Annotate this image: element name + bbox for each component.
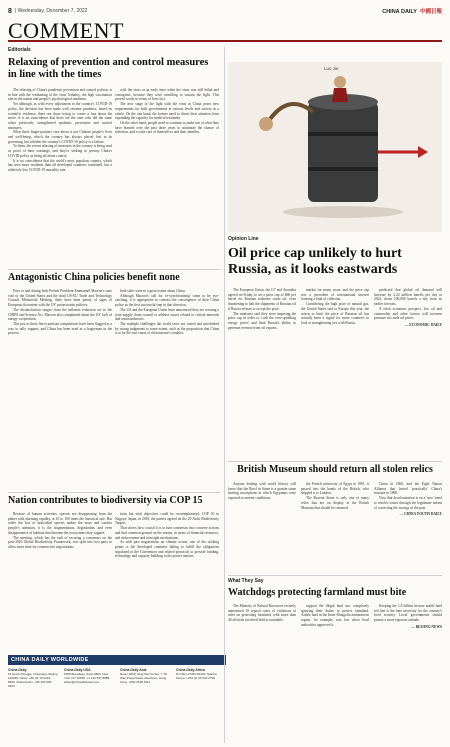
opinion-col1: [228, 288, 296, 458]
editorial3-para: That shows how crucial it is to turn consensus into concrete actions and find common ground on the means, in terms of financial resources, and enforcement and oversight mechanisms.: [115, 526, 219, 540]
museum-col2: [301, 482, 369, 572]
divider: [8, 269, 220, 270]
editorial3-para: Because of human activities, species are disappearing from the planet with alarming rapidity, at 10 to 100 times the historical rate. But while the loss of individual species makes the news and catches people's attention, it is the fragmentation, degradation, and even disappearance of habitats that threaten the ecosystems they support.: [8, 512, 112, 535]
page-number: 8: [8, 7, 12, 15]
watchdogs-para: The Ministry of Natural Resources recently announced 10 typical cases of violations of rules on protecting farmland, with more than 40 officials involved held accountable.: [228, 604, 296, 623]
section-banner: [8, 18, 442, 42]
editorial2-para: This just as these fierce partisan competitions have been flagged as a way to rally support, and China has been used as a bogeyman in the process.: [8, 321, 112, 336]
editorial1-para: Yet although, as with every adjustment in the country's COVID-19 policy, the decision has been made with extreme prudence, based on scientific evidence, there are those trying to create a fuss about the move. It is no coincidence that these are the ones who did the same when previously strengthened epidemic prevention and control measures.: [8, 102, 112, 130]
page-header: [8, 4, 442, 18]
column-divider: [224, 47, 225, 743]
footer-col: [64, 668, 114, 688]
editorial1-headline: Relaxing of prevention and control measures in line with the times: [8, 57, 209, 80]
office-name: China Daily USA: [64, 668, 91, 672]
masthead-brand: [382, 7, 442, 15]
editorial1-col1: [8, 88, 112, 266]
editorial2-para: The dissatisfaction ranges from the inflation reduction act to the CHIPS and Science Act. Macron also complained about the US' lack of energy cooperation.: [8, 307, 112, 322]
editorial1-para: It is no coincidence that the world's most populous country, which has seen more residents than all developed countries combined, has a relatively low COVID-19 mortality rate.: [8, 158, 112, 172]
editorial-cartoon: [228, 62, 442, 232]
office-name: China Daily: [8, 668, 27, 672]
museum-para: the French university of Egypt in 1801, it passed into the hands of the British, who shipped it to London.: [301, 482, 369, 496]
museum-headline: British Museum should return all stolen relics: [237, 464, 433, 475]
divider: [8, 492, 220, 493]
footer-contacts: [8, 655, 226, 743]
editorial1-para: To them, the recent relaxing of measures in the country is being read as proof of their warnings, and they're seeking to portray China's COVID policy as being all about control.: [8, 144, 112, 158]
what-they-say-label: What They Say: [228, 578, 264, 584]
editorial3-para: As with past negotiations on climate action, one of the sticking points is the developed countries failing to fulfill the obligations stipulated in the Convention and related protocols to provide funding, technology and capacity building to the poorer nations.: [115, 540, 219, 559]
editorial1-para: On the other hand, people need to continue to make use of what they have learned over the past three years to minimize the chance of infection, and to take care of themselves and their families.: [115, 120, 219, 135]
watchdogs-para: Keeping the 1.8 billion hectare arable land red line is the bare necessity for the country's food security. Local governments should pursue a more rigorous attitude.: [374, 604, 442, 623]
oil-barrel-illustration: [228, 62, 442, 232]
opinion-col2: [301, 288, 369, 458]
editorial2-para: both sides were to a great extent about China.: [120, 289, 186, 293]
opinion-para: Considering the high price of natural gas, the United States said to Europe this year, the action to limit the price of Russian oil has actually been a signal for more countries to look at strengthening ties with Russia.: [301, 302, 369, 325]
editorial1-para: The new stage of the fight with the virus in China poses new requirements for both governments at various levels and society as a whole. On the one hand, the former need to divert their attention from expanding the capacity for medical treatment.: [115, 102, 219, 121]
brand-name-cn: 中國日報: [419, 9, 442, 15]
cartoon-artist: Luo Jie: [324, 66, 339, 71]
museum-para: Anyone dealing with world history will know that the Bowl in Stone is a granite stone bearing inscriptions in which Egyptians were exposed to unseen conditions.: [228, 482, 296, 501]
watchdogs-headline: Watchdogs protecting farmland must bite: [228, 587, 407, 598]
footer-col: [120, 668, 170, 688]
opinion-byline: — ECONOMIC DAILY: [404, 322, 442, 327]
editorial3-para: tions but vital objectives could be overemphasized, COP 10 in Nagoya, Japan, in 2010, the parties agreed on the 20 Aichi Biodiversity Targets.: [115, 512, 219, 526]
editorial1-para: The relaxing of China's pandemic prevention and control policies is in line with the weakening of the virus' lethality, the high vaccination rate in the nation and people's psychological readiness.: [8, 88, 112, 102]
office-address: P.O.Box 27281-00100, Nairobi, Kenya. +254 (0) 20 522 2799: [176, 672, 218, 680]
office-address: 15 Huixin Dongjie, Chaoyang, Beijing 100029. News: +86 (0) 10 6491-8366. Subscription: +86 400 699 0203: [8, 672, 58, 688]
museum-byline: — CHINA YOUTH DAILY: [399, 512, 442, 517]
opinion-para: A fresh economic prospect, low oil and commodity and other factors will increase pressure on crude oil prices.: [374, 306, 442, 321]
opinion-para: The European Union, the G7 and Australia agreed on Friday to set a price cap of $60 per barrel for Russian seaborne crude oil, even threatening to halt the shipments of Russian oil if Russia refuses to accept the price.: [228, 288, 296, 311]
office-name: China Daily Africa: [176, 668, 205, 672]
editorial2-col1: [8, 289, 112, 487]
editorial2-para: The US and the European Union have announced they are creating a joint supply chain council to address issues related to critical minerals and semiconductors.: [115, 307, 219, 322]
editorial2-para: Although Macron's call for 're-synchronizing' came to be eye-catching, it is appropriate to contrast the convergence of their China policy as the first successful step in that direction.: [115, 293, 219, 308]
divider: [228, 575, 442, 576]
watchdogs-col2: [301, 604, 369, 743]
office-address: 1500 Broadway, Suite 2800, New York, NY 10036. +1 212 537 8888. editor@chinadailyusa.com: [64, 672, 110, 684]
museum-para: China in 1860, and the Eight Nation Alliance that looted 'practically' China's treasure in 1900.: [374, 482, 442, 496]
footer-col: [176, 668, 226, 688]
editorial2-col2: [115, 289, 219, 487]
editorial1-para: with the virus at an early time when the virus was still lethal and contagious, because they were unwilling to sustain the fight. This proved costly in terms of lives lost.: [115, 88, 219, 102]
editorial3-para: The meeting, which has the task of securing a consensus on the post-2020 Global Biodiversity Framework, was split into two parts to allow more time for constructive negotiations.: [8, 535, 112, 549]
editorial1-col2: [115, 88, 219, 266]
watchdogs-col1: [228, 604, 296, 743]
watchdogs-para: support the illegal land use, completely ignoring their duties to protect farmland. Arable land in the Inner Mongolia autonomous region, for example, was lost when local authorities approved it.: [301, 604, 369, 627]
watchdogs-col3: [374, 604, 442, 743]
opinion-label: Opinion Line: [228, 236, 259, 242]
editorials-label: Editorials: [8, 47, 31, 53]
editorial1-para: What these finger-pointers care about is not Chinese people's lives and well-being, which the country has always placed first in its governing, but whether the country's COVID-19 policy is a failure.: [8, 130, 112, 144]
opinion-para: The ministers said they were imposing the price cap in order to 'curb the ever-spiralling energy prices' and limit Russia's ability to generate revenue from oil exports.: [228, 311, 296, 330]
opinion-col3: [374, 288, 442, 458]
editorial2-headline: Antagonistic China policies benefit none: [8, 272, 180, 283]
opinion-headline: Oil price cap unlikely to hurt Russia, as it looks eastwards: [228, 246, 402, 277]
divider: [228, 461, 442, 462]
editorial2-para: The multiple challenges the world faces are varied and interlinked by wrong judgments to some extent, such as the proposition that China is to be the root cause of all nonsense's troubles.: [115, 321, 219, 336]
editorial3-headline: Nation contributes to biodiversity via COP 15: [8, 495, 203, 506]
opinion-para: predicted that global oil demand will increase by 2.24 million barrels per day in 2023, down 100,000 barrels a day from its earlier forecast.: [374, 288, 442, 307]
footer-col: [8, 668, 58, 688]
editorial3-col1: [8, 512, 112, 650]
museum-para: Now that decolonization is on a 'new' trend to resolve issues through the legitimate means of correcting the wrongs of the past.: [374, 496, 442, 510]
brand-name: CHINA DAILY: [382, 9, 417, 15]
opinion-para: market for many years, and the price cap sets a precedent of international interest forming a kind of collusion.: [301, 288, 369, 302]
museum-col3: [374, 482, 442, 572]
museum-para: The Rosetta Stone is only one of many relics that are on display at the British Museum that should be returned.: [301, 496, 369, 510]
office-address: Room 1818, Hing Wai Centre, 7 Tin Wan Praya Road, Aberdeen, Hong Kong. +852 2518 5111: [120, 672, 168, 684]
editorial2-para: Prior to and during both French President Emmanuel Macron's state visit to the United States and the third US-EU Trade and Technology Council Ministerial Meeting, there have been plenty of signs of European discontent with the US' protectionist policies.: [8, 289, 112, 308]
footer-title: CHINA DAILY WORLDWIDE: [8, 655, 226, 665]
editorial3-col2: [115, 512, 219, 650]
section-title: COMMENT: [8, 18, 124, 43]
issue-date: | Wednesday, December 7, 2022: [14, 8, 88, 14]
office-name: China Daily Asia: [120, 668, 147, 672]
watchdogs-byline: — BEIJING NEWS: [411, 624, 442, 629]
museum-col1: [228, 482, 296, 572]
